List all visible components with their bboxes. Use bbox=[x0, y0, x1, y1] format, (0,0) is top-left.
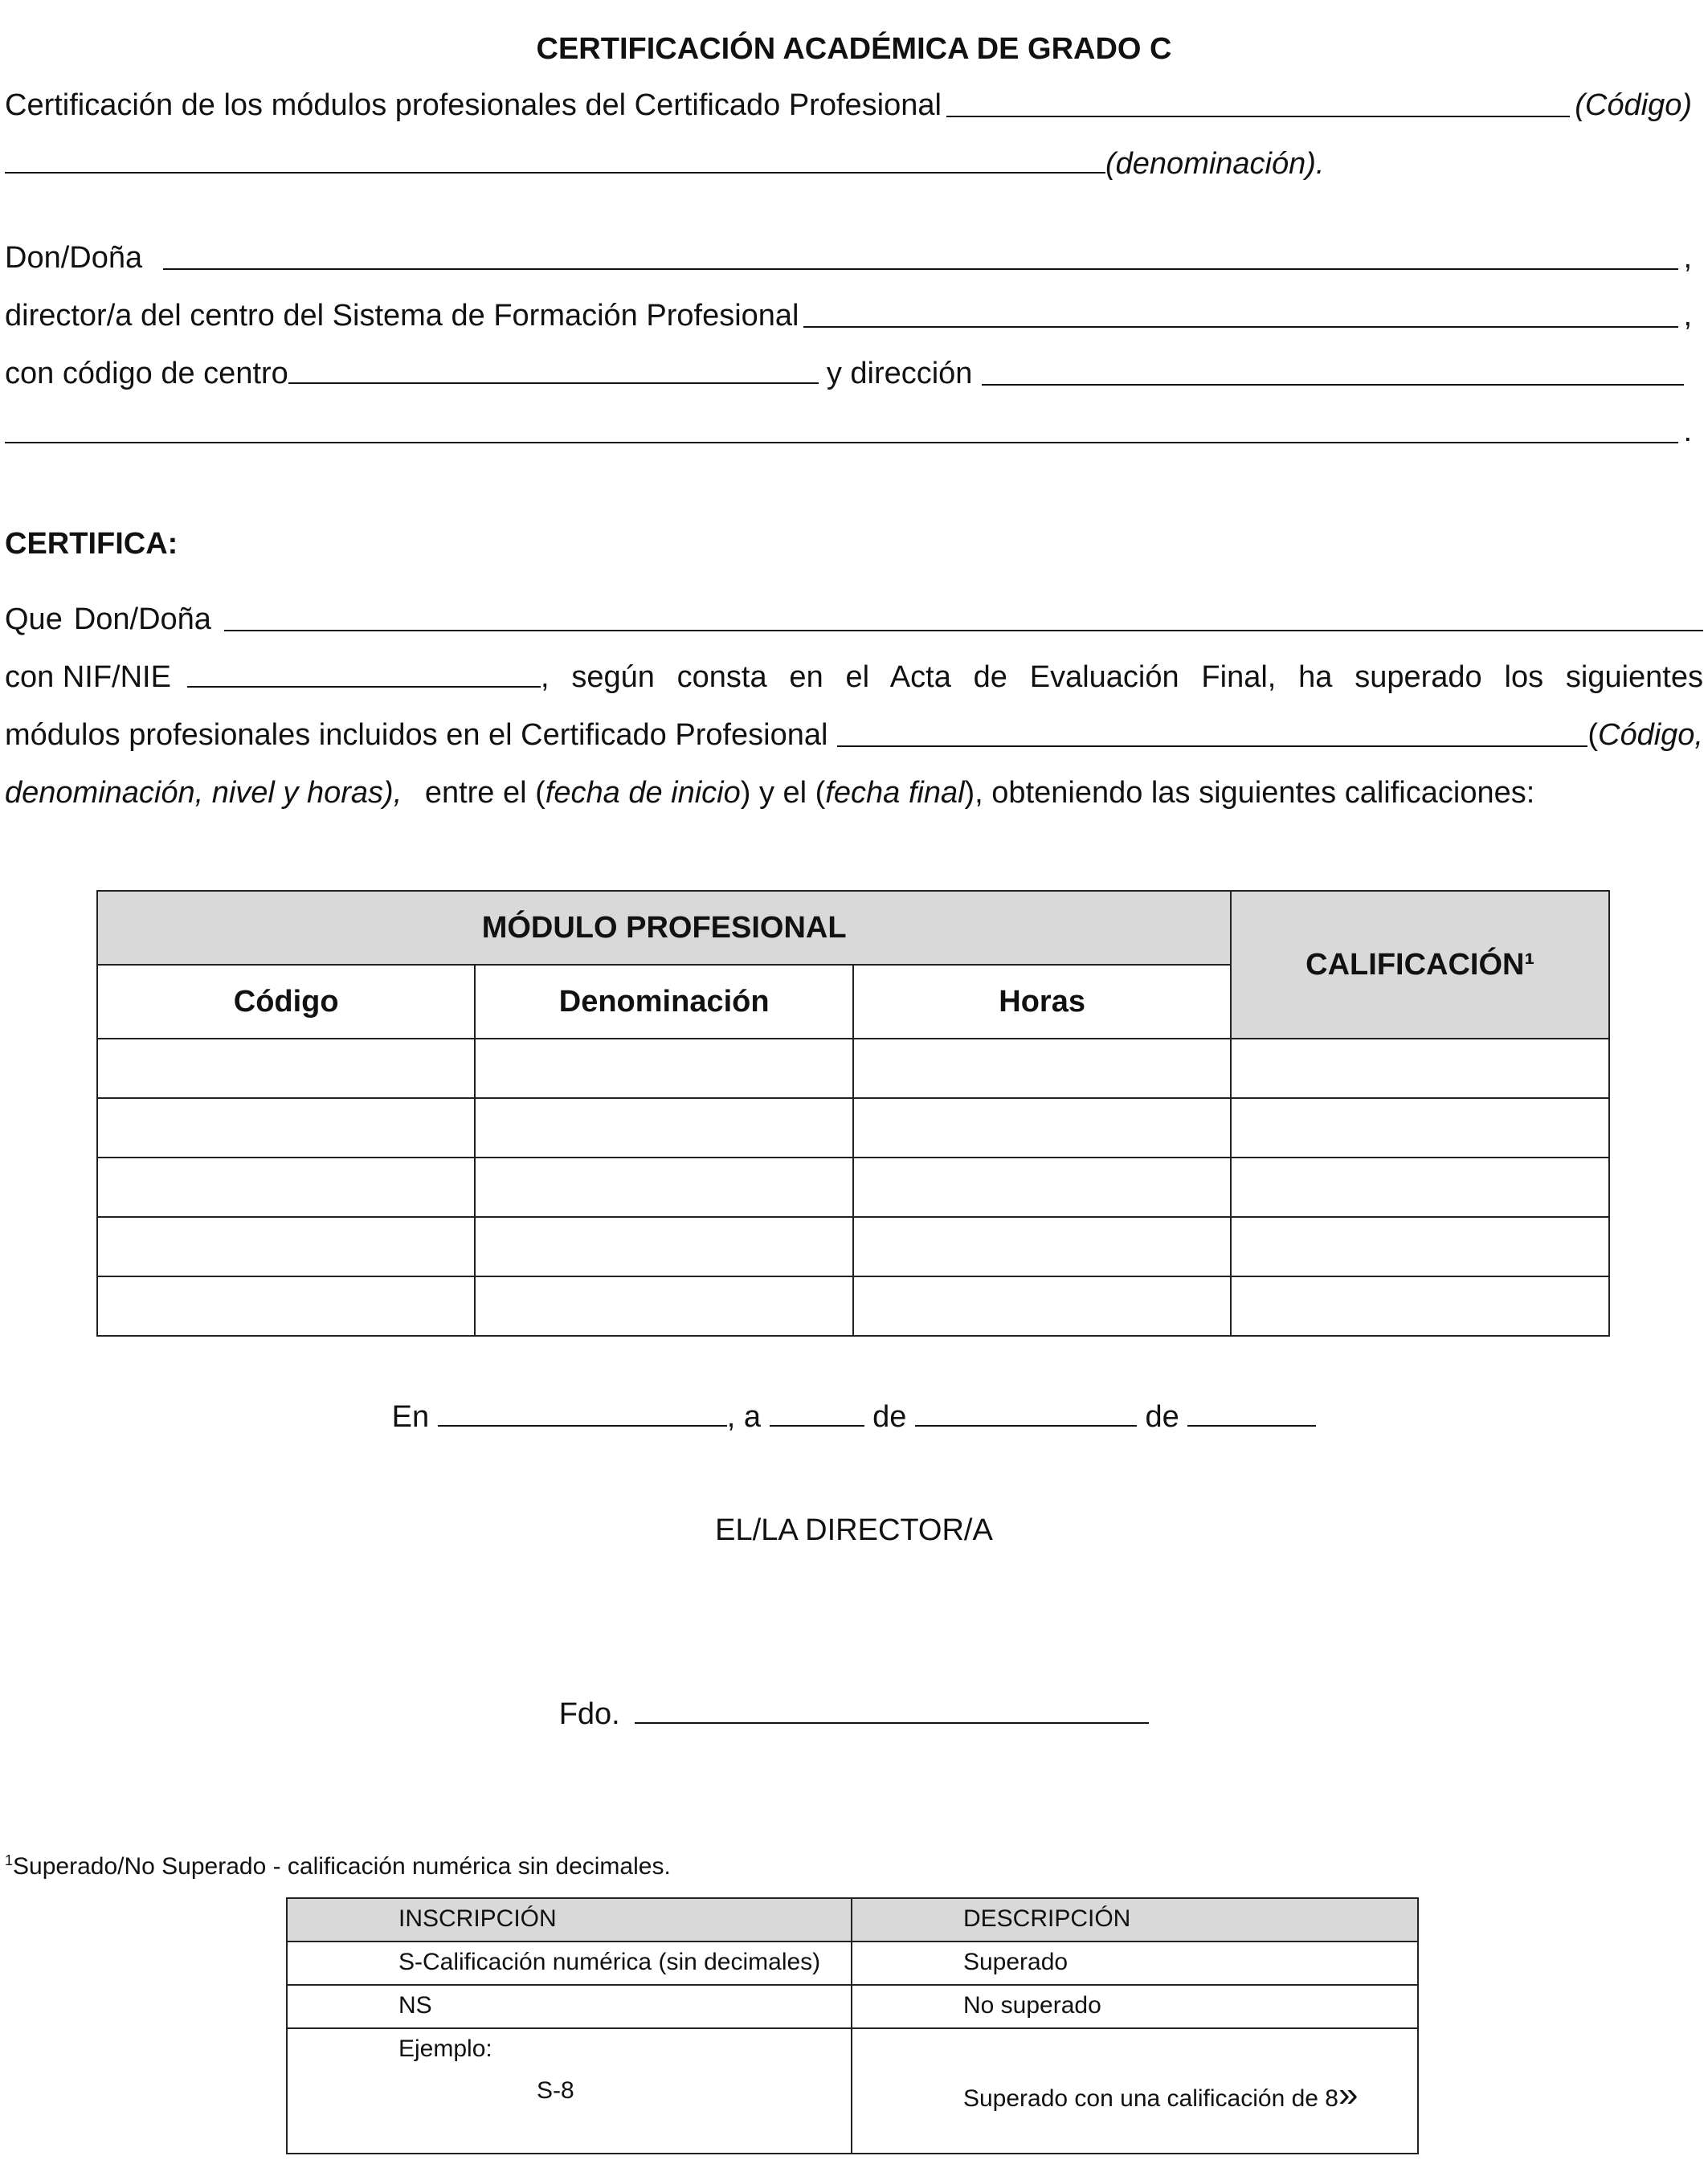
codigo-centro-blank[interactable] bbox=[288, 357, 819, 384]
nif-label: con NIF/NIE bbox=[5, 660, 171, 694]
period: . bbox=[1683, 414, 1692, 448]
modulos-table bbox=[96, 890, 1610, 1337]
table-cell[interactable] bbox=[853, 1158, 1231, 1217]
descripcion-header: DESCRIPCIÓN bbox=[852, 1898, 1418, 1942]
codigo-centro-label: con código de centro bbox=[5, 357, 288, 390]
table-cell[interactable] bbox=[97, 1217, 475, 1276]
codigo-column-header: Código bbox=[97, 965, 475, 1039]
fecha-final: fecha final bbox=[825, 776, 965, 810]
table-cell[interactable] bbox=[475, 1039, 853, 1098]
legend-table bbox=[286, 1897, 1419, 2154]
codigo-label: (Código) bbox=[1575, 88, 1692, 122]
entre-text: entre el ( bbox=[424, 776, 545, 810]
direccion-blank[interactable] bbox=[982, 357, 1684, 386]
legend-row bbox=[287, 1985, 1418, 2028]
paren-open: ( bbox=[1587, 718, 1599, 752]
modulos-line bbox=[5, 718, 1703, 753]
table-cell[interactable] bbox=[475, 1276, 853, 1336]
anio-blank[interactable] bbox=[1187, 1399, 1316, 1427]
horas-column-header: Horas bbox=[853, 965, 1231, 1039]
que-don-dona-label: Don/Doña bbox=[73, 602, 211, 636]
footnote-mark: 1 bbox=[5, 1852, 14, 1868]
table-cell[interactable] bbox=[1231, 1098, 1609, 1158]
table-cell[interactable] bbox=[1231, 1276, 1609, 1336]
example-label: Ejemplo: bbox=[398, 2035, 492, 2062]
director-line bbox=[5, 299, 1692, 333]
calificacion-header: CALIFICACIÓN¹ bbox=[1231, 891, 1609, 1039]
table-row bbox=[97, 1039, 1609, 1098]
intro-text: Certificación de los módulos profesionales del Certificado Profesional bbox=[5, 88, 942, 122]
de-label-1: de bbox=[872, 1400, 907, 1434]
comma: , bbox=[1683, 241, 1692, 275]
director-text: director/a del centro del Sistema de Formación Profesional bbox=[5, 299, 799, 333]
table-cell[interactable] bbox=[97, 1039, 475, 1098]
director-name-blank[interactable] bbox=[163, 241, 1678, 270]
table-cell[interactable] bbox=[853, 1217, 1231, 1276]
obteniendo-text: ), obteniendo las siguientes calificaciones: bbox=[964, 776, 1535, 810]
table-row bbox=[97, 1217, 1609, 1276]
legend-descripcion: No superado bbox=[852, 1985, 1418, 2028]
de-label-2: de bbox=[1145, 1400, 1179, 1434]
a-label: , a bbox=[726, 1400, 761, 1434]
comma: , bbox=[1683, 299, 1692, 333]
legend-inscripcion: S-Calificación numérica (sin decimales) bbox=[287, 1942, 852, 1985]
que-label: Que bbox=[5, 602, 63, 636]
certificado-blank[interactable] bbox=[837, 718, 1587, 747]
footnote-text: Superado/No Superado - calificación numérica sin decimales. bbox=[13, 1853, 671, 1880]
codigo-blank[interactable] bbox=[946, 88, 1570, 117]
denominacion-column-header: Denominación bbox=[475, 965, 853, 1039]
intro-line-2 bbox=[5, 146, 1324, 182]
direccion-cont-line bbox=[5, 414, 1692, 449]
denominacion-italic: denominación, nivel y horas), bbox=[5, 776, 402, 810]
centro-name-blank[interactable] bbox=[803, 299, 1678, 328]
direccion-cont-blank[interactable] bbox=[5, 414, 1678, 443]
don-dona-line bbox=[5, 241, 1692, 276]
legend-row bbox=[287, 1942, 1418, 1985]
director-role: EL/LA DIRECTOR/A bbox=[715, 1513, 993, 1547]
alumno-name-blank[interactable] bbox=[224, 602, 1703, 631]
firma-blank[interactable] bbox=[635, 1697, 1149, 1724]
lugar-blank[interactable] bbox=[438, 1399, 727, 1427]
table-cell[interactable] bbox=[97, 1158, 475, 1217]
fdo-label: Fdo. bbox=[558, 1697, 620, 1731]
example-cell bbox=[287, 2028, 852, 2154]
legend-inscripcion: NS bbox=[287, 1985, 852, 2028]
table-cell[interactable] bbox=[1231, 1158, 1609, 1217]
fecha-inicio: fecha de inicio bbox=[545, 776, 741, 810]
denominacion-blank[interactable] bbox=[5, 146, 1105, 174]
table-row bbox=[97, 1158, 1609, 1217]
footnote bbox=[5, 1852, 671, 1880]
codigo-italic: Código, bbox=[1598, 718, 1703, 752]
table-cell[interactable] bbox=[97, 1276, 475, 1336]
table-row bbox=[97, 1098, 1609, 1158]
inscripcion-header: INSCRIPCIÓN bbox=[287, 1898, 852, 1942]
table-cell[interactable] bbox=[475, 1158, 853, 1217]
direccion-label: y dirección bbox=[826, 357, 973, 390]
table-cell[interactable] bbox=[853, 1039, 1231, 1098]
table-cell[interactable] bbox=[475, 1098, 853, 1158]
document-title: CERTIFICACIÓN ACADÉMICA DE GRADO C bbox=[536, 32, 1172, 66]
legend-example-row bbox=[287, 2028, 1418, 2154]
modulos-text: módulos profesionales incluidos en el Certificado Profesional bbox=[5, 718, 828, 752]
dia-blank[interactable] bbox=[770, 1399, 864, 1427]
table-cell[interactable] bbox=[853, 1098, 1231, 1158]
table-row bbox=[97, 1276, 1609, 1336]
fdo-line bbox=[0, 1697, 1708, 1732]
modulo-profesional-header: MÓDULO PROFESIONAL bbox=[97, 891, 1231, 965]
table-cell[interactable] bbox=[1231, 1217, 1609, 1276]
place-date-line bbox=[0, 1399, 1708, 1435]
certifica-heading: CERTIFICA: bbox=[5, 527, 178, 561]
intro-line-1 bbox=[5, 88, 1692, 123]
nif-line bbox=[5, 660, 1703, 695]
don-dona-label: Don/Doña bbox=[5, 241, 143, 275]
table-cell[interactable] bbox=[97, 1098, 475, 1158]
example-desc-cell bbox=[852, 2028, 1418, 2154]
segun-text: , según consta en el Acta de Evaluación Final, ha superado los siguientes bbox=[540, 660, 1703, 694]
y-el-text: ) y el ( bbox=[740, 776, 826, 810]
table-cell[interactable] bbox=[475, 1217, 853, 1276]
table-cell[interactable] bbox=[853, 1276, 1231, 1336]
en-label: En bbox=[391, 1400, 430, 1434]
example-desc: Superado con una calificación de 8 bbox=[962, 2085, 1338, 2112]
que-line bbox=[5, 602, 1703, 637]
example-value: S-8 bbox=[537, 2077, 574, 2104]
denominacion-label: (denominación). bbox=[1105, 147, 1325, 181]
example-mark: » bbox=[1338, 2075, 1359, 2114]
mes-blank[interactable] bbox=[915, 1399, 1137, 1427]
legend-descripcion: Superado bbox=[852, 1942, 1418, 1985]
codigo-centro-line bbox=[5, 357, 1692, 391]
table-cell[interactable] bbox=[1231, 1039, 1609, 1098]
fechas-line bbox=[5, 776, 1534, 811]
nif-blank[interactable] bbox=[187, 660, 541, 688]
